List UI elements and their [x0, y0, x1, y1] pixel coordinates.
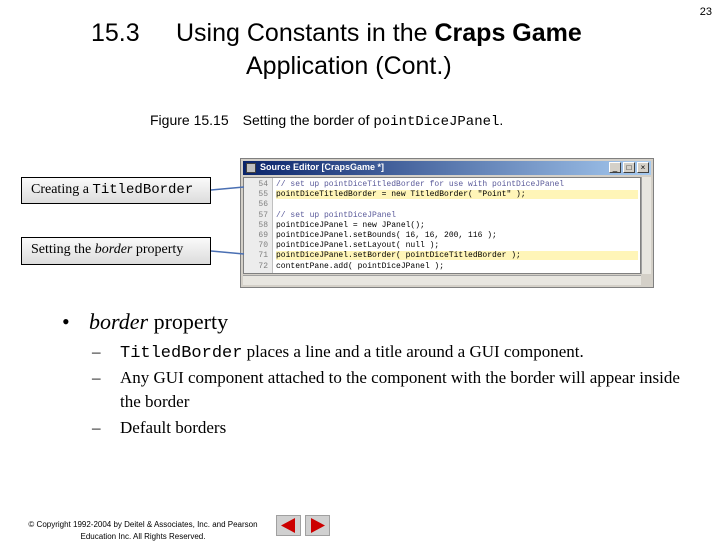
line-number: 58	[258, 220, 268, 230]
figure-label: Figure 15.15	[150, 112, 229, 128]
figure-caption: Figure 15.15 Setting the border of pointDiceJPanel.	[150, 112, 504, 130]
line-number: 72	[258, 261, 268, 271]
line-number: 56	[258, 200, 268, 210]
code-line: // set up pointDiceJPanel	[276, 210, 397, 220]
sub-bullet-2: – Any GUI component attached to the component with the border will appear inside the border	[92, 368, 680, 411]
code-line: pointDiceJPanel.setLayout( null );	[276, 241, 440, 251]
callout-italic: border	[94, 242, 133, 257]
bullet-italic: border	[89, 309, 149, 334]
line-number: 57	[258, 210, 268, 220]
maximize-button[interactable]: □	[623, 162, 635, 173]
right-arrow-icon	[306, 516, 329, 535]
close-button[interactable]: ×	[637, 162, 649, 173]
previous-slide-button[interactable]	[276, 515, 301, 536]
title-line-1: Using Constants in the Craps Game	[176, 19, 582, 47]
code-line: contentPane.add( pointDiceJPanel );	[276, 261, 445, 271]
minimize-button[interactable]: _	[609, 162, 621, 173]
code-line: pointDiceJPanel = new JPanel();	[276, 220, 425, 230]
sub-bullet-1: – TitledBorder places a line and a title around a GUI component.	[92, 342, 584, 363]
line-number: 70	[258, 241, 268, 251]
caption-code: pointDiceJPanel	[373, 114, 500, 130]
callout-creating-titledborder: Creating a TitledBorder	[21, 177, 211, 204]
code-line: pointDiceJPanel.setBounds( 16, 16, 200, 116 );	[276, 231, 497, 240]
line-number: 69	[258, 231, 268, 240]
code-line: // set up pointDiceTitledBorder for use with pointDiceJPanel	[276, 180, 565, 189]
section-number: 15.3	[91, 19, 140, 47]
code-line: pointDiceJPanel.setBorder( pointDiceTitledBorder );	[276, 251, 638, 260]
sub-bullet-code: TitledBorder	[120, 344, 243, 363]
line-number: 71	[258, 251, 268, 261]
line-number: 54	[258, 180, 268, 189]
title-bold-text: Craps Game	[434, 19, 582, 47]
connector-line-border	[211, 187, 244, 190]
bullet-dot: •	[62, 309, 70, 334]
code-line: pointDiceTitledBorder = new TitledBorder( "Point" );	[276, 190, 638, 199]
connector-line-property	[211, 251, 244, 254]
next-slide-button[interactable]	[305, 515, 330, 536]
page-number: 23	[699, 6, 712, 18]
copyright-footer: © Copyright 1992-2004 by Deitel & Associates, Inc. and Pearson Education Inc. All Rights Reserved.	[28, 520, 258, 541]
callout-code: TitledBorder	[92, 182, 194, 198]
left-arrow-icon	[277, 516, 300, 535]
line-number: 55	[258, 190, 268, 200]
caption-text: Setting the border of	[242, 112, 374, 128]
callout-setting-border: Setting the border property	[21, 237, 211, 265]
sub-bullet-3: – Default borders	[92, 418, 227, 437]
editor-window-title: Source Editor [CrapsGame *]	[260, 162, 385, 172]
title-line-2: Application (Cont.)	[246, 52, 452, 80]
